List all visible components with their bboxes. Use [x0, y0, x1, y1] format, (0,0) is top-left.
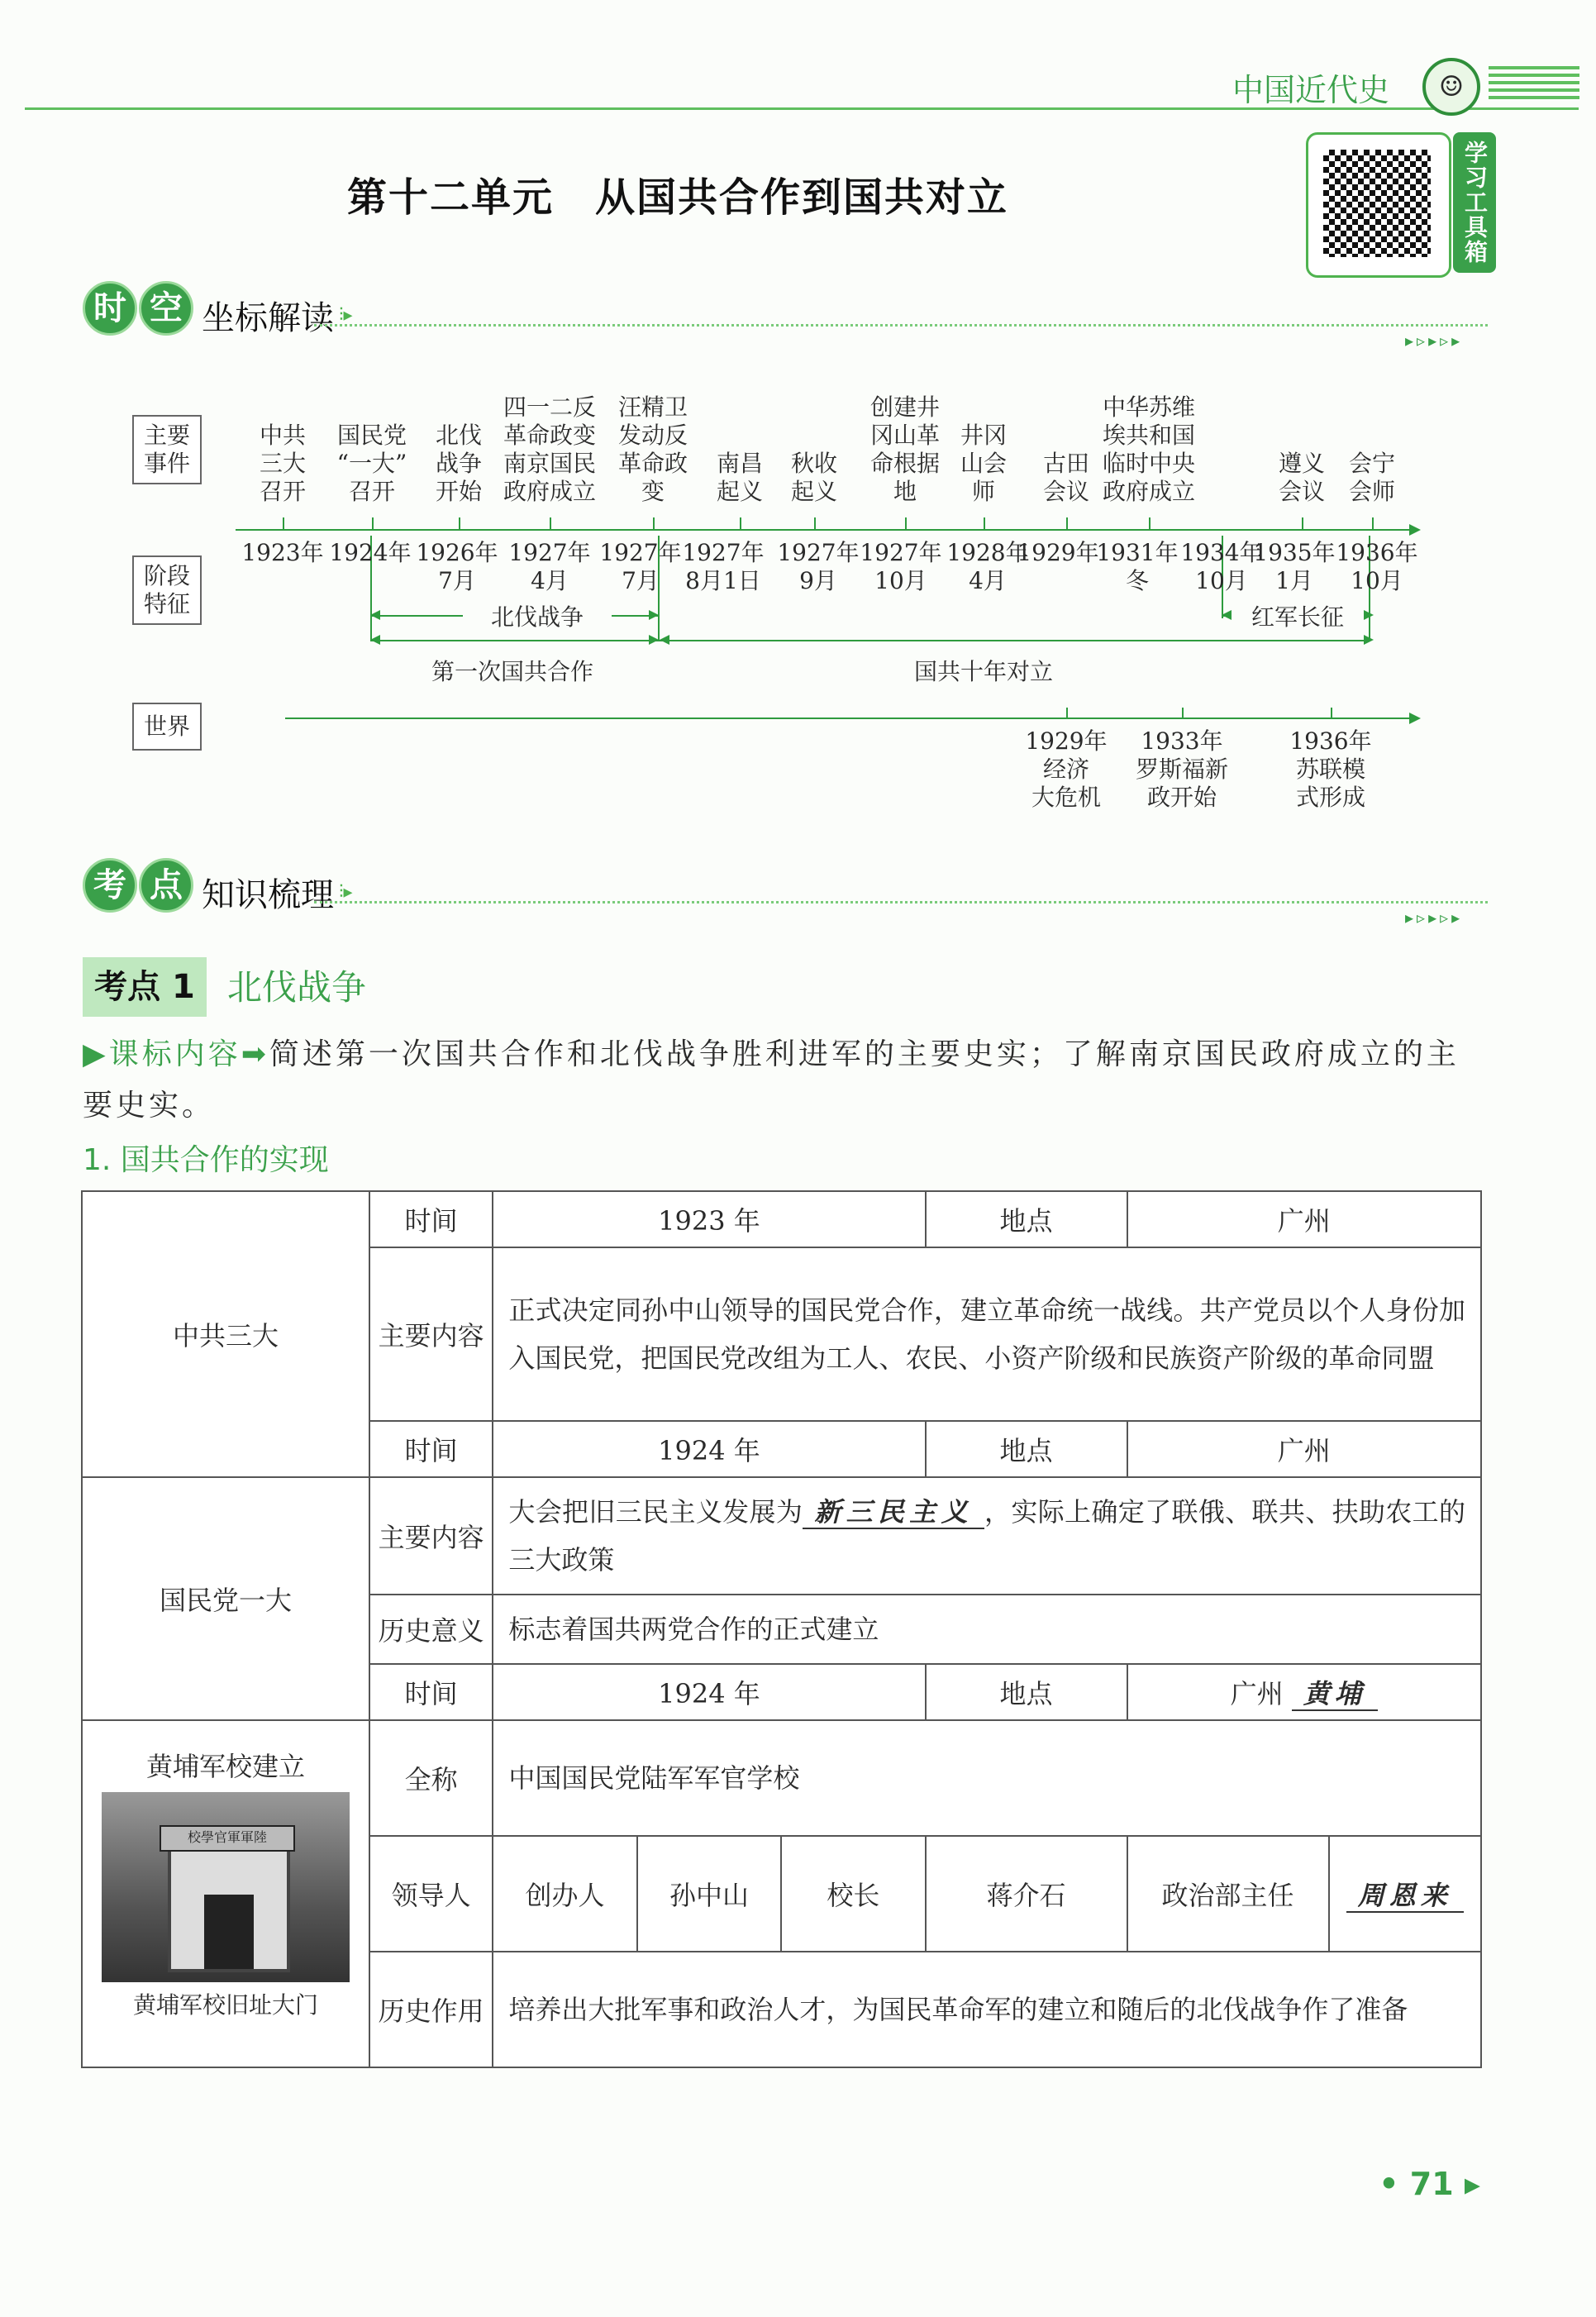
group-title: 黄埔军校建立: [145, 1751, 305, 1782]
chevrons-icon: ⫶▸: [339, 305, 353, 326]
cell-label: 创办人: [493, 1836, 636, 1952]
timeline-year: 1927年 4月: [508, 539, 591, 594]
world-event: 1936年 苏联模 式形成: [1289, 727, 1372, 811]
text-part: ，实际上确定了联俄、联共、扶助农工的三大政策: [508, 1496, 1465, 1576]
whampoa-gate-photo: [102, 1792, 350, 1982]
timeline-event: 四一二反 革命政变 南京国民 政府成立: [503, 393, 596, 505]
timeline-event: 古田 会议: [1042, 450, 1089, 505]
timeline-year: 1928年 4月: [946, 539, 1029, 594]
timeline-event: 北伐 战争 开始: [435, 422, 482, 505]
timeline-event: 中华苏维 埃共和国 临时中央 政府成立: [1102, 393, 1195, 505]
cell-label: 校长: [781, 1836, 925, 1952]
span-northern-label: 北伐战争: [463, 603, 612, 632]
cell-label: 政治部主任: [1127, 1836, 1329, 1952]
page-number: • 71 ▸: [1379, 2166, 1480, 2202]
kaodian-badge: 考点 1: [83, 957, 207, 1017]
handwritten-answer: 黄埔: [1292, 1678, 1378, 1711]
timeline-year: 1936年 10月: [1336, 539, 1418, 594]
curriculum-label: 课标内容: [108, 1037, 241, 1071]
curriculum-text: 简述第一次国共合作和北伐战争胜利进军的主要史实；了解南京国民政府成立的主要史实。: [83, 1037, 1460, 1123]
timeline: [0, 0, 1596, 827]
timeline-event: 南昌 起义: [716, 450, 763, 505]
world-axis-arrowhead: [1409, 713, 1421, 724]
label-stage: 阶段特征: [132, 555, 202, 625]
row-label: 历史作用: [369, 1952, 493, 2067]
timeline-year: 1929年: [1017, 539, 1099, 566]
cell-value: [1329, 1836, 1482, 1952]
timeline-tick: [1149, 517, 1151, 529]
badge-shi: 时: [83, 281, 137, 336]
timeline-tick: [1066, 517, 1068, 529]
timeline-tick: [984, 517, 985, 529]
timeline-year: 1927年 10月: [860, 539, 942, 594]
timeline-year: 1934年 10月: [1180, 539, 1263, 594]
badge-kao: 考: [83, 858, 137, 913]
cell-value: 1924 年: [493, 1421, 925, 1477]
timeline-event: 秋收 起义: [790, 450, 837, 505]
cell-value: 广州: [1127, 1421, 1481, 1477]
timeline-event: 遵义 会议: [1278, 450, 1325, 505]
span-confront-line: [660, 640, 1370, 641]
row-label: 时间: [369, 1191, 493, 1247]
group-ccp-congress: 中共三大: [82, 1191, 369, 1477]
timeline-tick: [550, 517, 551, 529]
cell-value: 标志着国共两党合作的正式建立: [493, 1595, 1481, 1664]
unit-title: 第十二单元 从国共合作到国共对立: [347, 174, 1009, 221]
timeline-tick: [283, 517, 284, 529]
cell-value: [493, 1477, 1481, 1595]
row-label: 全称: [369, 1720, 493, 1836]
timeline-year: 1935年 1月: [1253, 539, 1336, 594]
photo-caption: 黄埔军校旧址大门: [132, 1991, 318, 2019]
timeline-tick: [459, 517, 460, 529]
timeline-year: 1927年 7月: [599, 539, 682, 594]
timeline-event: 井冈 山会 师: [960, 422, 1007, 505]
curriculum-note: [83, 1029, 1488, 1132]
group-whampoa: [82, 1720, 369, 2067]
timeline-tick: [814, 517, 816, 529]
text-part: 大会把旧三民主义发展为: [508, 1496, 803, 1528]
timeline-year: 1927年 8月1日: [682, 539, 765, 594]
cell-value: [1127, 1664, 1481, 1720]
span-arrow-left: [660, 635, 669, 645]
span-coop-label: 第一次国共合作: [431, 658, 593, 685]
row-label: 历史意义: [369, 1595, 493, 1664]
world-event: 1933年 罗斯福新 政开始: [1135, 727, 1228, 811]
timeline-year: 1931年 冬: [1096, 539, 1179, 594]
axis-arrowhead: [1409, 524, 1421, 536]
handwritten-answer: 新三民主义: [803, 1496, 984, 1529]
timeline-tick: [1372, 517, 1374, 529]
cell-value: 正式决定同孙中山领导的国民党合作，建立革命统一战线。共产党员以个人身份加入国民党，把国民党改组为工人、农民、小资产阶级和民族资产阶级的革命同盟: [493, 1247, 1481, 1421]
world-tick: [1066, 708, 1068, 719]
timeline-event: 会宁 会师: [1348, 450, 1395, 505]
world-event: 1929年 经济 大危机: [1025, 727, 1108, 811]
cell-value: 1924 年: [493, 1664, 925, 1720]
world-tick: [1182, 708, 1184, 719]
row-label: 地点: [926, 1664, 1127, 1720]
timeline-year: 1926年 7月: [416, 539, 498, 594]
timeline-year: 1923年: [241, 539, 324, 566]
row-label: 时间: [369, 1421, 493, 1477]
timeline-year: 1927年 9月: [777, 539, 860, 594]
text-part: 广州: [1230, 1678, 1284, 1709]
kaodian-title: 北伐战争: [227, 967, 367, 1008]
span-coop-line: [370, 640, 658, 641]
timeline-tick: [740, 517, 741, 529]
timeline-year: 1924年: [329, 539, 412, 566]
cell-value: 蒋介石: [926, 1836, 1127, 1952]
timeline-axis: [236, 529, 1409, 531]
cell-value: 中国国民党陆军军官学校: [493, 1720, 1481, 1836]
timeline-tick: [653, 517, 655, 529]
timeline-tick: [1302, 517, 1303, 529]
timeline-event: 汪精卫 发动反 革命政 变: [617, 393, 688, 505]
label-world: 世界: [132, 703, 202, 751]
subheading: 1. 国共合作的实现: [83, 1143, 329, 1177]
timeline-event: 中共 三大 召开: [259, 422, 306, 505]
timeline-tick: [905, 517, 907, 529]
badge-kong: 空: [139, 281, 193, 336]
row-label: 地点: [926, 1421, 1127, 1477]
row-label: 主要内容: [369, 1477, 493, 1595]
row-label: 地点: [926, 1191, 1127, 1247]
cell-value: 孙中山: [637, 1836, 781, 1952]
toolbox-tag: 学习工具箱: [1453, 132, 1496, 273]
triangles-icon: ▸▹▸▹▸: [1405, 908, 1464, 927]
page-number-value: 71: [1409, 2166, 1454, 2202]
timeline-tick: [372, 517, 374, 529]
row-label: 时间: [369, 1664, 493, 1720]
cell-value: 1923 年: [493, 1191, 925, 1247]
timeline-event: 国民党 “一大” 召开: [336, 422, 407, 505]
row-label: 领导人: [369, 1836, 493, 1952]
cell-value: 广州: [1127, 1191, 1481, 1247]
handwritten-answer: 周恩来: [1346, 1880, 1464, 1913]
timeline-event: 创建井 冈山革 命根据 地: [869, 393, 940, 505]
chevrons-icon: ⫶▸: [339, 882, 353, 903]
group-kmt-congress: 国民党一大: [82, 1477, 369, 1720]
span-confront-label: 国共十年对立: [913, 658, 1053, 685]
world-axis: [285, 718, 1409, 719]
badge-dian: 点: [139, 858, 193, 913]
triangles-icon: ▸▹▸▹▸: [1405, 331, 1464, 350]
play-icon: ▶: [83, 1037, 109, 1071]
cell-value: 培养出大批军事和政治人才，为国民革命军的建立和随后的北伐战争作了准备: [493, 1952, 1481, 2067]
dotted-rule: [314, 901, 1488, 903]
section-title: 中国近代史: [1232, 72, 1389, 108]
section-heading-text: 知识梳理: [202, 876, 334, 914]
photo-sign: 校學官軍軍陸: [160, 1825, 295, 1852]
span-longmarch-label: 红军长征: [1232, 603, 1364, 632]
student-avatar-icon: ☺: [1422, 58, 1480, 116]
row-label: 主要内容: [369, 1247, 493, 1421]
label-main-events: 主要事件: [132, 415, 202, 484]
section-heading-text: 坐标解读: [202, 299, 334, 337]
world-tick: [1331, 708, 1332, 719]
facts-table: [81, 1190, 1482, 2068]
arrow-right-icon: ➡: [241, 1037, 269, 1071]
section-heading-knowledge: [83, 858, 353, 916]
